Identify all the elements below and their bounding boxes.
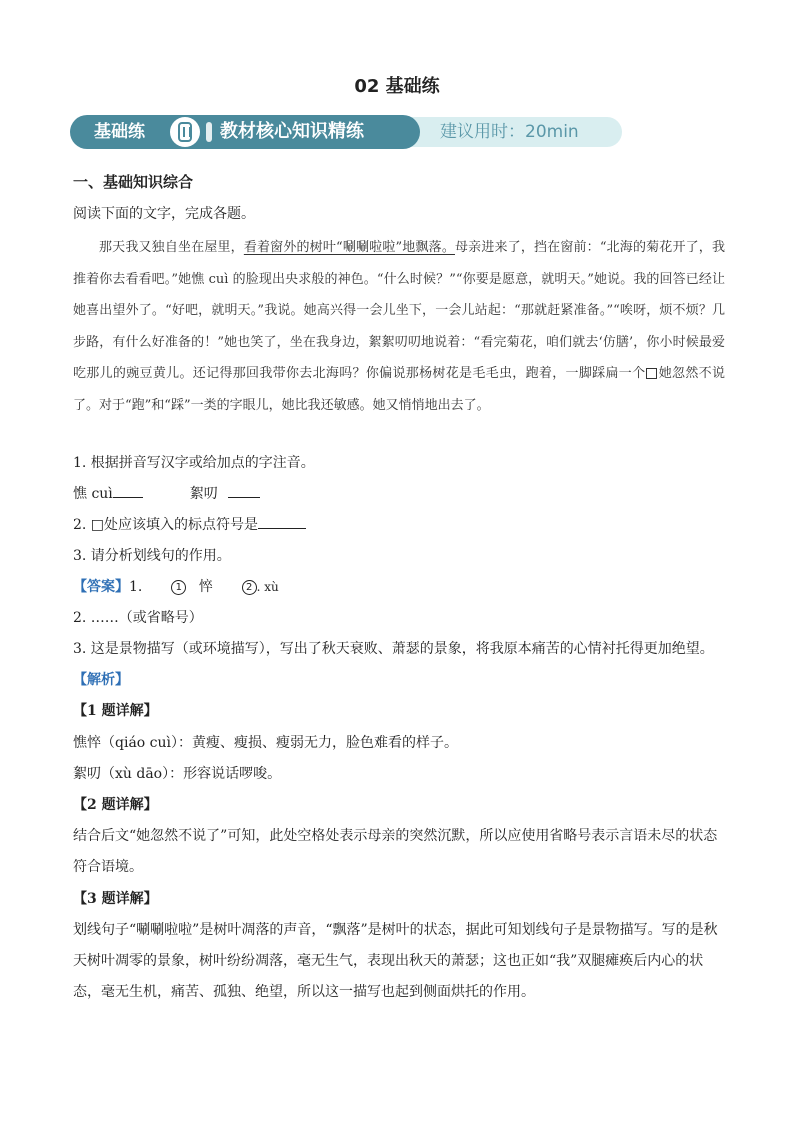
banner-subtitle: 教材核心知识精练 (220, 121, 364, 142)
question-1-items (73, 483, 260, 503)
answer-line-2: 2. ……（或省略号） (73, 610, 203, 626)
answer-label: 【答案】 (73, 579, 129, 595)
passage-part-3: 她忽然不说了。对于“跑”和“踩”一类的字眼儿，她比我还敏感。她又悄悄地出去了。 (73, 366, 725, 413)
section-banner (70, 115, 623, 149)
banner-label: 基础练 (94, 122, 145, 142)
question-2-text: 2. □处应该填入的标点符号是 (73, 517, 259, 533)
answer-line-1 (73, 576, 279, 596)
ruler-icon (170, 117, 200, 147)
analysis-paragraph-3: 划线句子“唰唰啦啦”是树叶凋落的声音，“飘落”是树叶的状态，据此可知划线句子是景物描写。写的是秋天树叶凋零的景象，树叶纷纷凋落，毫无生气，表现出秋天的萧瑟；这也正如“我”双腿瘫痪后内心的状态，毫无生机，痛苦、孤独、绝望，所以这一描写也起到侧面烘托的作用。 (73, 922, 718, 1000)
underlined-sentence: 看着窗外的树叶“唰唰啦啦”地飘落。 (243, 240, 455, 255)
q1-blank-a[interactable] (113, 483, 143, 498)
q1-blank-b[interactable] (228, 483, 260, 498)
circle-1: 1 (171, 580, 186, 595)
section-title: 一、基础知识综合 (73, 173, 194, 191)
answer-line-3: 3. 这是景物描写（或环境描写），写出了秋天衰败、萧瑟的景象，将我原本痛苦的心情衬托得更加绝望。 (73, 641, 714, 657)
answer-1a: 悴 (198, 579, 213, 595)
answer-1b: . xù (256, 580, 279, 594)
analysis-line-2: 絮叨（xù dāo）：形容说话啰唆。 (73, 766, 282, 782)
analysis-heading-1: 【1 题详解】 (73, 703, 158, 719)
q1-item-a: 憔 cuì (73, 486, 113, 502)
question-1: 1. 根据拼音写汉字或给加点的字注音。 (73, 455, 315, 471)
passage-part-2: 母亲进来了，挡在窗前：“北海的菊花开了，我推着你去看看吧。”她憔 cuì 的脸现出央求般的神色。“什么时候？”“你要是愿意，就明天。”她说。我的回答已经让她喜出望外了。“好吧，就明天。”我说。她高兴得一会儿坐下，一会儿站起：“那就赶紧准备。”“唉呀，烦不烦？几步路，有什么好准备的！”她也笑了，坐在我身边，絮絮叨叨地说着：“看完菊花，咱们就去‘仿膳’，你小时候最爱吃那儿的豌豆黄儿。还记得那回我带你去北海吗？你偏说那杨树花是毛毛虫，跑着，一脚踩扁一个 (73, 240, 725, 381)
analysis-heading-2: 【2 题详解】 (73, 797, 158, 813)
blank-box (646, 368, 657, 379)
analysis-line-1: 憔悴（qiáo cuì）：黄瘦、瘦损、瘦弱无力，脸色难看的样子。 (73, 735, 458, 751)
suggested-time: 建议用时：20min (440, 122, 579, 142)
answer-num: 1. (129, 579, 143, 595)
question-3: 3. 请分析划线句的作用。 (73, 548, 231, 564)
reading-passage (73, 232, 725, 421)
q2-blank[interactable] (258, 514, 306, 529)
section-intro: 阅读下面的文字，完成各题。 (73, 206, 255, 222)
banner-divider (206, 122, 212, 142)
q1-item-b: 絮叨 (189, 486, 218, 502)
passage-part-1: 那天我又独自坐在屋里， (99, 240, 244, 255)
page-title: 02 基础练 (354, 76, 440, 97)
circle-2: 2 (242, 580, 257, 595)
analysis-paragraph-2: 结合后文“她忽然不说了”可知，此处空格处表示母亲的突然沉默，所以应使用省略号表示言语未尽的状态符合语境。 (73, 828, 718, 875)
analysis-heading-3: 【3 题详解】 (73, 891, 158, 907)
question-2 (73, 514, 306, 534)
analysis-label: 【解析】 (73, 672, 129, 688)
